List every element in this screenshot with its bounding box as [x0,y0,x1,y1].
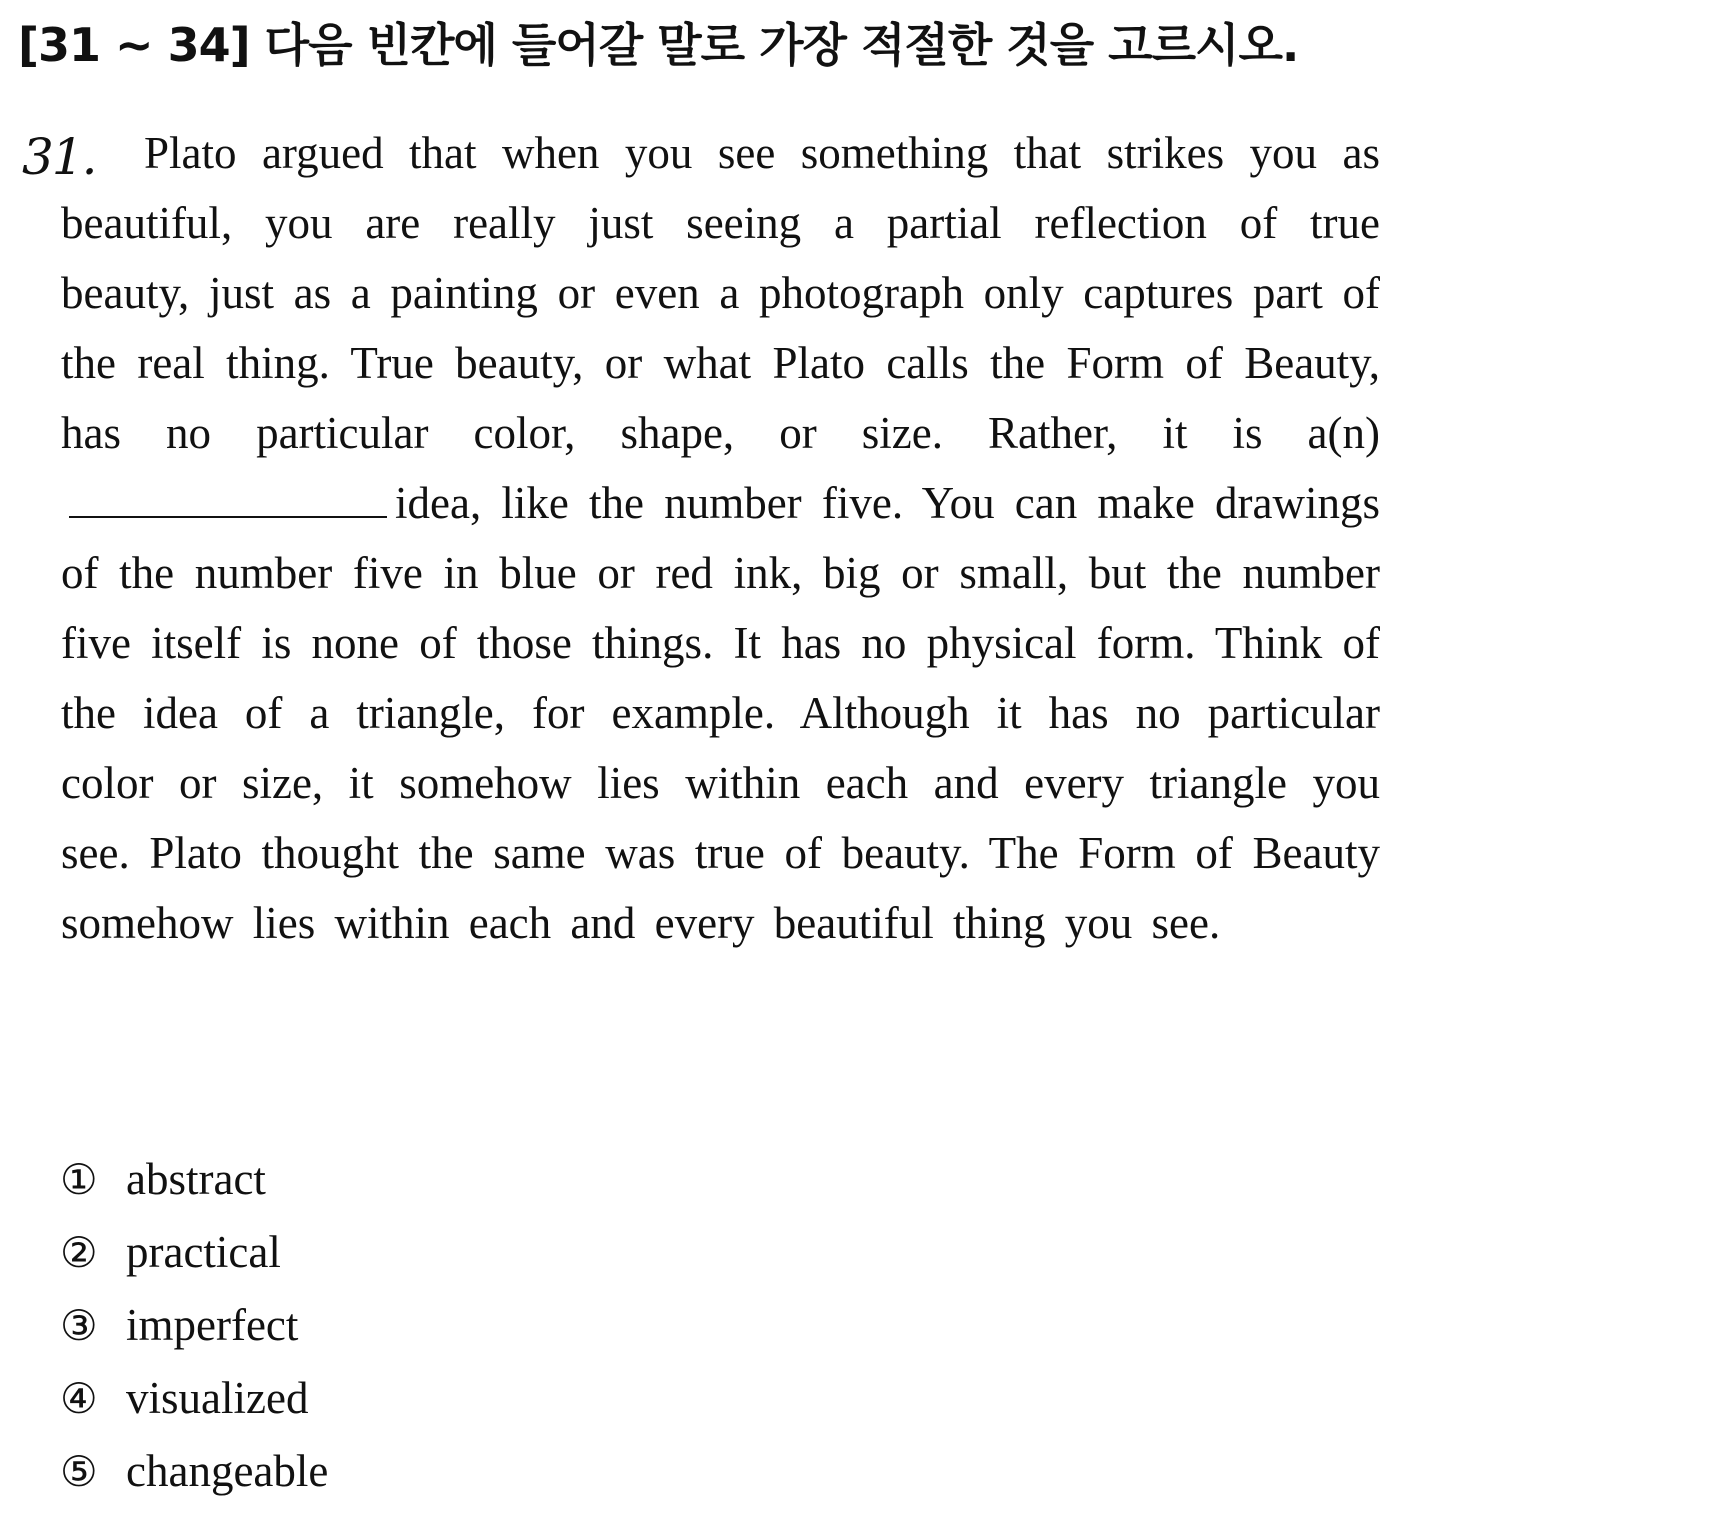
question-number: 31. [22,128,96,186]
answer-blank [69,486,387,518]
choice-marker: ③ [60,1301,98,1350]
passage-text-after-blank: idea, like the number five. You can make drawings of the number five in blue or red ink, big or small, but the number five itself is none of those things. It has no physical form. Think of the idea of a triangle, for example. Although it has no particular color or size, it somehow lies within each and every triangle you see. Plato thought the same was true of beauty. The Form of Beauty somehow lies within each and every beautiful thing you see. [61,478,1380,948]
question-31 [22,130,1380,958]
passage-text-before-blank: Plato argued that when you see something that strikes you as beautiful, you are really just seeing a partial reflection of true beauty, just as a painting or even a photograph only captures part of the real thing. True beauty, or what Plato calls the Form of Beauty, has no particular color, shape, or size. Rather, it is a(n) [61,128,1380,458]
choice-label: imperfect [126,1300,299,1350]
choice-marker: ⑤ [60,1447,98,1496]
choice-4[interactable] [60,1362,328,1435]
choice-label: practical [126,1227,281,1277]
choice-marker: ④ [60,1374,98,1423]
choice-label: visualized [126,1373,309,1423]
section-instruction: [31 ~ 34] 다음 빈칸에 들어갈 말로 가장 적절한 것을 고르시오. [18,18,1299,72]
choice-3[interactable] [60,1289,328,1362]
answer-choices [60,1143,328,1508]
question-passage [22,118,1380,958]
choice-marker: ② [60,1228,98,1277]
choice-marker: ① [60,1155,98,1204]
choice-1[interactable] [60,1143,328,1216]
choice-label: changeable [126,1446,329,1496]
choice-2[interactable] [60,1216,328,1289]
choice-label: abstract [126,1154,266,1204]
choice-5[interactable] [60,1435,328,1508]
